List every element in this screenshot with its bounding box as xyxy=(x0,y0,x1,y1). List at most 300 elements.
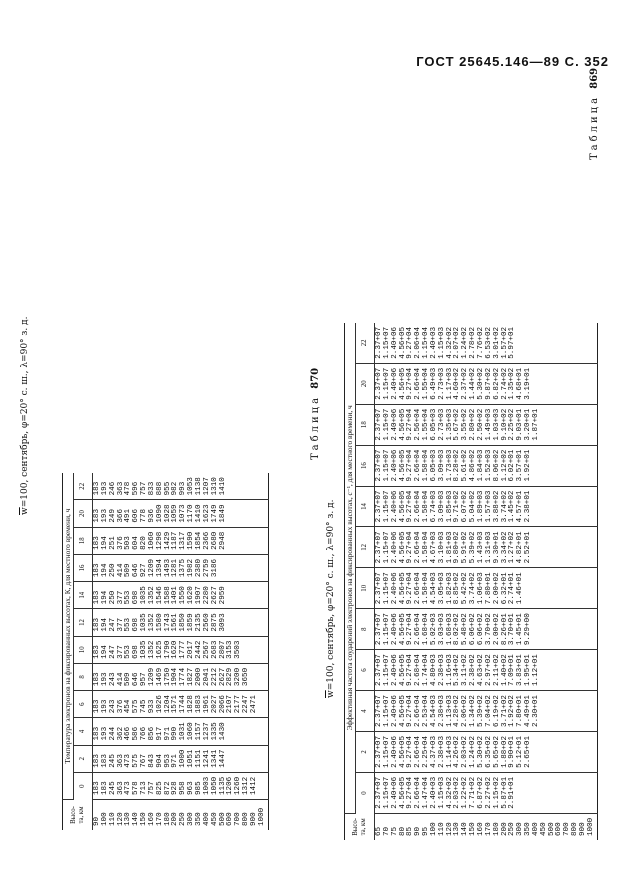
table-cell-value: 1352 xyxy=(147,613,156,632)
height-value: 1000 xyxy=(257,807,266,826)
table-cell-value: 2135 xyxy=(194,613,203,632)
table-cell-value: 1447 xyxy=(218,749,227,768)
table-caption: Температура электронов на фиксированных высотах, К, для местного времени, ч xyxy=(63,473,74,799)
table-cell-value: 1341 xyxy=(210,749,219,768)
table-cell-value: 3.70+01 xyxy=(508,613,517,646)
hour-values-cell xyxy=(375,568,598,609)
table-cell-value: 243 xyxy=(108,672,117,687)
table-cell-value: 1003 xyxy=(202,776,211,795)
table-cell-value: 376 xyxy=(116,536,125,550)
table-cell-value: 244 xyxy=(108,726,117,741)
table-cell-value: 3.20+01 xyxy=(524,408,533,441)
table-cell-value: 2.40+06 xyxy=(390,531,399,564)
table-cell-value: 1.15+02 xyxy=(492,776,501,809)
table-cell-value: 4.56+05 xyxy=(398,490,407,523)
hour-values-cell xyxy=(93,663,269,690)
table-cell-value: 4.56+05 xyxy=(398,531,407,564)
table-cell-value: 3.83+01 xyxy=(516,654,525,687)
table-cell-value: 9.90+01 xyxy=(508,735,517,768)
table-cell-value: 473 xyxy=(124,781,133,795)
table-cell-value: 193 xyxy=(100,508,109,523)
table-cell-value: 971 xyxy=(163,726,172,741)
hour-values-cell xyxy=(93,772,269,799)
table-869-label xyxy=(589,68,600,160)
table-cell-value: 2627 xyxy=(218,667,227,687)
table-cell-value: 6.32+01 xyxy=(500,572,509,605)
table-cell-value: 1828 xyxy=(187,695,196,714)
table-cell-value: 7.09+01 xyxy=(508,654,517,687)
table-cell-value: 183 xyxy=(93,645,101,659)
hour-header: 8 xyxy=(74,663,93,690)
table-cell-value: 9.80+02 xyxy=(453,531,462,564)
table-cell-value: 9.27+04 xyxy=(406,490,415,523)
table-cell-value: 183 xyxy=(100,754,109,768)
table-cell-value: 1.03+03 xyxy=(492,408,501,441)
table-cell-value: 1749 xyxy=(210,504,219,523)
table-cell-value: 8.02+02 xyxy=(453,613,462,646)
table-cell-value: 2.37+07 xyxy=(375,367,383,400)
table-cell-value: 193 xyxy=(100,726,109,741)
table-cell-value: 957 xyxy=(140,672,149,687)
table-cell-value: 2.03+02 xyxy=(453,776,462,809)
table-cell-value: 7.76+02 xyxy=(476,326,485,359)
table-cell-value: 2280 xyxy=(202,586,211,605)
table-cell-value: 2948 xyxy=(218,531,227,550)
table-cell-value: 5.30+02 xyxy=(476,735,485,768)
height-value: 300 xyxy=(516,822,525,836)
table-cell-value: 606 xyxy=(132,508,141,523)
table-cell-value: 2.37+07 xyxy=(375,490,383,523)
height-value: 700 xyxy=(563,822,572,836)
hour-header: 0 xyxy=(356,772,375,813)
table-cell-value: 1744 xyxy=(179,695,188,714)
table-row xyxy=(93,473,269,830)
table-cell-value: 1035 xyxy=(140,613,149,632)
table-cell-value: 4.49+01 xyxy=(524,695,533,727)
table-cell-value: 4.32+02 xyxy=(445,326,454,359)
table-cell-value: 1.16+03 xyxy=(445,654,454,687)
table-cell-value: 2.37+07 xyxy=(375,695,383,727)
table-cell-value: 2041 xyxy=(202,667,211,687)
hour-header: 16 xyxy=(356,445,375,486)
table-cell-value: 2366 xyxy=(202,531,211,550)
height-value: 180 xyxy=(492,822,501,836)
table-cell-value: 1.85+03 xyxy=(445,490,454,523)
hour-values-cell xyxy=(375,486,598,527)
table-cell-value: 2.38+01 xyxy=(524,490,533,523)
table-cell-value: 183 xyxy=(93,699,101,714)
height-value: 450 xyxy=(539,822,548,836)
table-cell-value: 5.48+02 xyxy=(461,613,470,646)
table-cell-value: 1.15+03 xyxy=(437,776,446,809)
table-cell-value: 9.29+00 xyxy=(524,613,533,646)
table-cell-value: 414 xyxy=(116,672,125,687)
table-cell-value: 3.88+02 xyxy=(492,490,501,523)
table-cell-value: 985 xyxy=(194,781,203,795)
table-cell-value: 5.04+02 xyxy=(469,490,478,523)
table-869-wrap xyxy=(62,473,269,830)
table-cell-value: 1051 xyxy=(187,749,196,768)
table-cell-value: 466 xyxy=(124,726,133,741)
table-cell-value: 1335 xyxy=(210,722,219,741)
table-cell-value: 1.17+03 xyxy=(445,367,454,400)
table-cell-value: 377 xyxy=(116,617,125,632)
table-cell-value: 2.68+04 xyxy=(414,654,423,687)
table-cell-value: 249 xyxy=(108,508,117,523)
table-cell-value: 4.56+05 xyxy=(398,367,407,400)
table-cell-value: 1.12+02 xyxy=(500,449,509,482)
table-870-condition xyxy=(326,500,336,698)
table-cell-value: 3.11+02 xyxy=(461,654,470,687)
table-cell-value: 4.54+03 xyxy=(429,695,438,727)
table-cell-value: 193 xyxy=(100,672,109,687)
table-cell-value: 2759 xyxy=(202,558,211,578)
table-cell-value: 247 xyxy=(108,617,117,632)
table-cell-value: 1410 xyxy=(218,477,227,496)
table-cell-value: 1410 xyxy=(194,504,203,523)
table-cell-value: 247 xyxy=(108,645,117,659)
table-cell-value: 1859 xyxy=(187,613,196,632)
table-cell-value: 1.22+02 xyxy=(461,776,470,809)
table-cell-value: 1777 xyxy=(179,640,188,659)
height-value: 100 xyxy=(429,822,438,836)
table-cell-value: 3.70+02 xyxy=(484,613,493,646)
table-cell-value: 698 xyxy=(132,617,141,632)
table-cell-value: 509 xyxy=(124,563,133,578)
table-cell-value: 2.91+01 xyxy=(508,776,517,809)
table-cell-value: 9.27+04 xyxy=(406,367,415,400)
hour-values-cell xyxy=(375,445,598,486)
table-cell-value: 2.25+02 xyxy=(508,408,517,441)
table-869 xyxy=(62,473,269,830)
table-cell-value: 1207 xyxy=(202,477,211,496)
table-cell-value: 473 xyxy=(124,754,133,768)
table-cell-value: 1.15+07 xyxy=(382,531,391,564)
table-cell-value: 586 xyxy=(132,726,141,741)
table-cell-value: 2.66+04 xyxy=(414,531,423,564)
table-cell-value: 9.30+01 xyxy=(492,531,501,564)
hour-header: 0 xyxy=(74,772,93,799)
table-cell-value: 1135 xyxy=(218,776,227,795)
hour-values-cell xyxy=(375,609,598,650)
table-cell-value: 2.40+03 xyxy=(429,776,438,809)
hour-values-cell xyxy=(375,527,598,568)
table-cell-value: 1.43+03 xyxy=(476,531,485,564)
table-cell-value: 757 xyxy=(147,781,156,795)
table-cell-value: 362 xyxy=(116,726,125,741)
table-cell-value: 2.03+02 xyxy=(461,735,470,768)
table-cell-value: 1774 xyxy=(179,667,188,687)
table-cell-value: 2.80+02 xyxy=(469,408,478,441)
table-cell-value: 1.40+02 xyxy=(500,654,509,687)
table-869-condition xyxy=(20,317,30,515)
table-cell-value: 2.11+02 xyxy=(492,654,501,687)
table-cell-value: 2.07+02 xyxy=(453,326,462,359)
hour-header: 2 xyxy=(356,731,375,772)
table-cell-value: 4.28+02 xyxy=(453,695,462,727)
table-cell-value: 183 xyxy=(93,781,101,795)
table-cell-value: 1546 xyxy=(155,586,164,605)
table-cell-value: 3093 xyxy=(218,613,227,632)
table-cell-value: 4.37+03 xyxy=(429,735,438,768)
table-cell-value: 9.27+04 xyxy=(406,572,415,605)
table-cell-value: 4.56+05 xyxy=(398,776,407,809)
table-cell-value: 9.27+04 xyxy=(406,613,415,646)
height-value: 90 xyxy=(414,826,423,836)
table-cell-value: 183 xyxy=(93,563,101,578)
height-value: 110 xyxy=(437,822,446,836)
height-value: 150 xyxy=(140,812,149,826)
table-cell-value: 963 xyxy=(187,781,196,795)
table-cell-value: 245 xyxy=(108,754,117,768)
table-cell-value: 1151 xyxy=(194,749,203,768)
table-870-wrap xyxy=(344,323,598,840)
table-cell-value: 9.27+04 xyxy=(406,735,415,768)
height-value: 85 xyxy=(406,826,415,836)
table-cell-value: 646 xyxy=(132,563,141,578)
table-cell-value: 183 xyxy=(93,672,101,687)
table-cell-value: 1883 xyxy=(194,695,203,714)
table-cell-value: 377 xyxy=(116,645,125,659)
table-cell-value: 9.27+04 xyxy=(406,408,415,441)
height-value: 200 xyxy=(500,822,509,836)
table-cell-value: 9.71+02 xyxy=(453,490,462,523)
table-cell-value: 4.56+05 xyxy=(398,654,407,687)
table-cell-value: 1750 xyxy=(163,667,172,687)
table-cell-value: 9.27+04 xyxy=(406,776,415,809)
table-cell-value: 2.40+06 xyxy=(390,776,399,809)
height-value: 170 xyxy=(155,812,164,826)
table-cell-value: 3.19+01 xyxy=(524,367,533,400)
table-cell-value: 2.40+06 xyxy=(390,654,399,687)
height-value: 350 xyxy=(524,822,533,836)
table-cell-value: 6.06+02 xyxy=(476,613,485,646)
table-cell-value: 2.40+06 xyxy=(390,572,399,605)
table-cell-value: 1060 xyxy=(147,531,156,550)
table-cell-value: 6.02+01 xyxy=(508,449,517,482)
table-cell-value: 183 xyxy=(93,590,101,605)
table-cell-value: 4.56+05 xyxy=(398,449,407,482)
table-cell-value: 2.66+04 xyxy=(414,695,423,727)
table-caption: Эффективная частота соударений электронов на фиксированных высотах, с⁻¹, для местного времени, ч xyxy=(345,323,356,813)
height-value: 130 xyxy=(124,812,133,826)
table-cell-value: 6.06+02 xyxy=(469,613,478,646)
height-value: 800 xyxy=(571,822,580,836)
table-cell-value: 5.39+02 xyxy=(476,695,485,727)
height-column-header: Высо-та, км xyxy=(63,800,93,831)
table-cell-value: 2.00+02 xyxy=(492,613,501,646)
height-value: 100 xyxy=(100,812,109,826)
table-cell-value: 833 xyxy=(147,481,156,496)
table-cell-value: 1.13+03 xyxy=(445,695,454,727)
table-cell-value: 243 xyxy=(108,699,117,714)
table-cell-value: 5.91+02 xyxy=(461,531,470,564)
table-cell-value: 1.84+03 xyxy=(476,449,485,482)
hour-header: 2 xyxy=(74,745,93,772)
table-cell-value: 1580 xyxy=(155,613,164,632)
table-cell-value: 1237 xyxy=(202,722,211,741)
table-cell-value: 1.58+04 xyxy=(422,572,431,605)
table-cell-value: 250 xyxy=(108,590,117,605)
table-cell-value: 698 xyxy=(132,590,141,605)
table-cell-value: 1429 xyxy=(163,531,172,550)
hour-header: 14 xyxy=(356,486,375,527)
table-cell-value: 5.02+03 xyxy=(429,613,438,646)
table-cell-value: 1401 xyxy=(171,586,180,605)
table-cell-value: 194 xyxy=(100,645,109,659)
table-cell-value: 766 xyxy=(140,726,149,741)
height-value: 300 xyxy=(187,812,196,826)
table-cell-value: 1.06+03 xyxy=(476,572,485,605)
table-cell-value: 1412 xyxy=(249,776,258,795)
table-cell-value: 4.56+05 xyxy=(398,735,407,768)
table-cell-value: 3.57+01 xyxy=(516,449,525,482)
table-cell-value: 1.27+02 xyxy=(508,531,517,564)
table-cell-value: 1.82+03 xyxy=(445,572,454,605)
table-cell-value: 2471 xyxy=(249,695,258,714)
table-cell-value: 363 xyxy=(116,481,125,496)
table-cell-value: 1.95+01 xyxy=(524,654,533,687)
table-cell-value: 5.65+02 xyxy=(492,735,501,768)
hour-values-cell xyxy=(93,691,269,718)
table-cell-value: 767 xyxy=(140,754,149,768)
table-cell-value: 1.92+02 xyxy=(508,695,517,727)
table-cell-value: 982 xyxy=(171,481,180,496)
page-header: ГОСТ 25645.146—89 С. 352 xyxy=(416,54,609,69)
table-cell-value: 3.09+03 xyxy=(437,490,446,523)
table-cell-value: 825 xyxy=(155,781,164,795)
height-value: 180 xyxy=(163,812,172,826)
table-cell-value: 478 xyxy=(124,481,133,496)
table-cell-value: 1.46+01 xyxy=(516,572,525,605)
height-value: 500 xyxy=(218,812,227,826)
table-cell-value: 2.52+01 xyxy=(524,531,533,564)
height-value: 900 xyxy=(578,822,587,836)
table-cell-value: 1.15+07 xyxy=(382,449,391,482)
table-cell-value: 183 xyxy=(93,726,101,741)
hour-values-cell xyxy=(93,582,269,609)
table-cell-value: 2.66+04 xyxy=(414,735,423,768)
table-cell-value: 2.74+02 xyxy=(500,367,509,400)
table-cell-value: 414 xyxy=(116,563,125,578)
table-cell-value: 9.27+04 xyxy=(406,531,415,564)
table-cell-value: 1588 xyxy=(163,586,172,605)
table-cell-value: 604 xyxy=(132,536,141,550)
table-cell-value: 1.34+02 xyxy=(469,695,478,727)
table-cell-value: 1.44+02 xyxy=(469,367,478,400)
table-cell-value: 2959 xyxy=(218,586,227,605)
table-cell-value: 3153 xyxy=(226,640,235,659)
table-cell-value: 1.15+07 xyxy=(382,367,391,400)
table-cell-value: 1.87+01 xyxy=(531,408,540,441)
table-cell-value: 2.40+06 xyxy=(390,735,399,768)
hour-header: 12 xyxy=(74,609,93,636)
table-cell-value: 553 xyxy=(124,590,133,605)
hour-values-cell xyxy=(93,554,269,581)
table-cell-value: 1138 xyxy=(194,477,203,496)
table-cell-value: 9.10+02 xyxy=(500,408,509,441)
table-cell-value: 2.66+04 xyxy=(414,776,423,809)
table-cell-value: 6.87+02 xyxy=(476,776,485,809)
table-cell-value: 1170 xyxy=(187,504,196,523)
height-value: 110 xyxy=(108,812,117,826)
table-cell-value: 1.15+03 xyxy=(437,326,446,359)
table-cell-value: 1961 xyxy=(202,695,211,714)
table-cell-value: 1850 xyxy=(179,613,188,632)
height-value: 65 xyxy=(375,826,383,836)
table-cell-value: 1982 xyxy=(187,558,196,578)
table-cell-value: 2.40+06 xyxy=(390,695,399,727)
hour-header: 12 xyxy=(356,527,375,568)
table-cell-value: 8.85+02 xyxy=(453,572,462,605)
height-value: 140 xyxy=(132,812,141,826)
table-cell-value: 1.15+07 xyxy=(382,326,391,359)
table-cell-value: 6.19+02 xyxy=(492,695,501,727)
table-cell-value: 9.03+01 xyxy=(516,408,525,441)
table-cell-value: 1550 xyxy=(179,586,188,605)
table-cell-value: 1.58+04 xyxy=(422,531,431,564)
table-cell-value: 7.80+01 xyxy=(516,695,525,727)
table-cell-value: 4.57+01 xyxy=(516,490,525,523)
table-cell-value: 183 xyxy=(93,754,101,768)
hour-header: 22 xyxy=(356,323,375,363)
table-cell-value: 4.67+03 xyxy=(429,531,438,564)
table-cell-value: 1281 xyxy=(171,558,180,578)
hour-values-cell xyxy=(93,636,269,663)
table-cell-value: 2.40+06 xyxy=(390,449,399,482)
table-cell-value: 5.61+02 xyxy=(461,449,470,482)
table-cell-value: 183 xyxy=(93,536,101,550)
table-cell-value: 366 xyxy=(116,508,125,523)
table-cell-value: 2212 xyxy=(210,667,219,687)
table-cell-value: 1298 xyxy=(155,531,164,550)
table-cell-value: 1209 xyxy=(147,558,156,578)
table-cell-value: 4.56+05 xyxy=(398,695,407,727)
table-cell-value: 2.66+04 xyxy=(414,613,423,646)
table-cell-value: 377 xyxy=(116,590,125,605)
table-cell-value: 2.66+04 xyxy=(414,572,423,605)
table-cell-value: 4.63+02 xyxy=(476,654,485,687)
table-cell-value: 1469 xyxy=(155,667,164,687)
hour-values-cell xyxy=(375,731,598,772)
table-cell-value: 2017 xyxy=(187,640,196,659)
hour-values-cell xyxy=(93,745,269,772)
table-cell-value: 1430 xyxy=(218,722,227,741)
table-cell-value: 1260 xyxy=(234,776,243,795)
table-cell-value: 1209 xyxy=(147,667,156,687)
table-label-number: 869 xyxy=(589,67,600,89)
table-cell-value: 1.15+07 xyxy=(382,654,391,687)
table-cell-value: 1.81+03 xyxy=(445,531,454,564)
table-cell-value: 9.27+04 xyxy=(406,654,415,687)
table-cell-value: 2560 xyxy=(202,613,211,632)
table-cell-value: 9.27+04 xyxy=(406,695,415,727)
hour-values-cell xyxy=(375,363,598,404)
hour-header: 8 xyxy=(356,609,375,650)
table-cell-value: 5.87+01 xyxy=(500,776,509,809)
table-cell-value: 2.38+02 xyxy=(469,654,478,687)
table-cell-value: 1.15+07 xyxy=(382,613,391,646)
table-cell-value: 3186 xyxy=(210,558,219,578)
table-cell-value: 194 xyxy=(100,563,109,578)
table-cell-value: 971 xyxy=(171,754,180,768)
height-value: 140 xyxy=(461,822,470,836)
table-cell-value: 1.55+04 xyxy=(422,367,431,400)
table-cell-value: 8.06+02 xyxy=(492,449,501,482)
table-cell-value: 1.68+03 xyxy=(445,613,454,646)
table-cell-value: 2.66+04 xyxy=(414,367,423,400)
table-cell-value: 7.04+02 xyxy=(484,695,493,727)
